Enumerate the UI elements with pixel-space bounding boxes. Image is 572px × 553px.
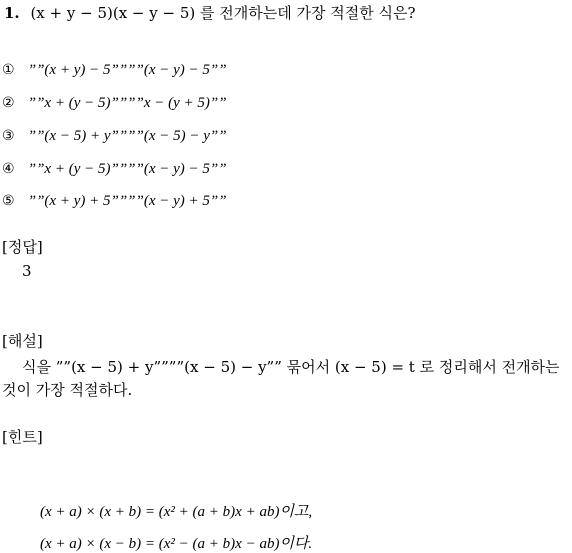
choice-marker: ②	[2, 95, 15, 111]
answer-value: 3	[22, 262, 32, 280]
choice-3[interactable]	[2, 128, 227, 145]
question	[4, 2, 416, 23]
choice-marker: ③	[2, 128, 15, 144]
choice-text: ””(x − 5) + y””””(x − 5) − y””	[27, 128, 227, 144]
hint-heading: [힌트]	[2, 428, 43, 446]
choice-text: ””(x + y) + 5””””(x − y) + 5””	[27, 193, 227, 209]
hint-formula-1: (x + a) × (x + b) = (x² + (a + b)x + ab)이고,	[40, 504, 313, 520]
choice-text: ””(x + y) − 5””””(x − y) − 5””	[27, 62, 227, 78]
choice-text: ””x + (y − 5)””””(x − y) − 5””	[27, 161, 227, 177]
choice-4[interactable]	[2, 161, 227, 178]
choice-2[interactable]	[2, 95, 227, 112]
explanation-heading: [해설]	[2, 332, 43, 350]
choice-marker: ⑤	[2, 193, 15, 209]
hint-formula-2: (x + a) × (x − b) = (x² − (a + b)x − ab)이다.	[40, 536, 313, 552]
explanation-line-1: 식을 ””(x − 5) + y””””(x − 5) − y”” 묶어서 (x − 5) = t 로 정리해서 전개하는	[22, 358, 560, 376]
choice-1[interactable]	[2, 62, 227, 79]
answer-heading: [정답]	[2, 238, 43, 256]
explanation-line-2: 것이 가장 적절하다.	[2, 381, 133, 399]
choice-5[interactable]	[2, 193, 227, 210]
choice-text: ””x + (y − 5)””””x − (y + 5)””	[27, 95, 227, 111]
choice-marker: ①	[2, 62, 15, 78]
question-number: 1.	[4, 4, 20, 22]
choice-marker: ④	[2, 161, 15, 177]
question-text: (x + y − 5)(x − y − 5) 를 전개하는데 가장 적절한 식은?	[30, 4, 416, 22]
